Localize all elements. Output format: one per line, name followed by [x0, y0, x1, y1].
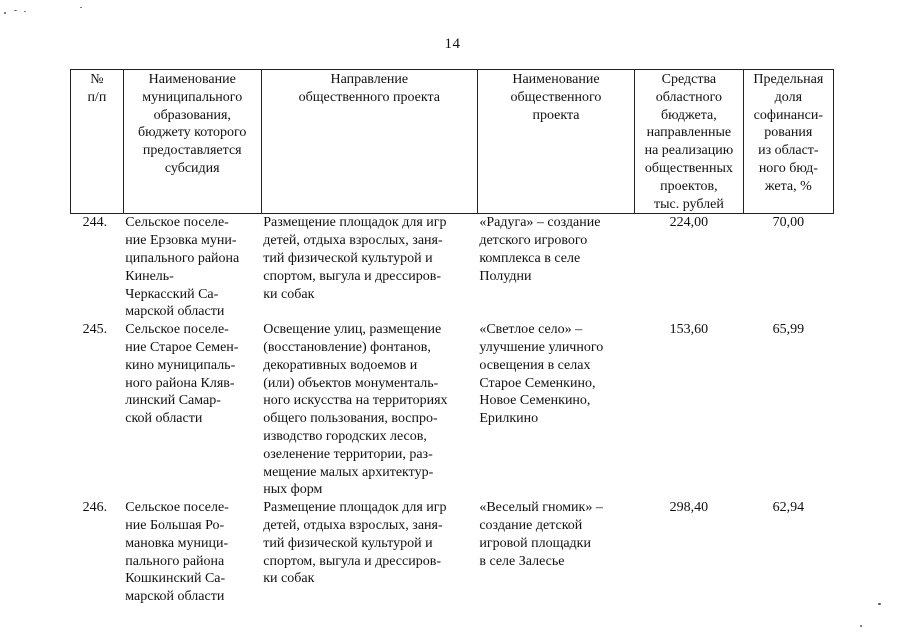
row-funds: 298,40	[669, 500, 709, 516]
scan-speck	[24, 11, 26, 12]
header-funds: Средства областного бюджета, направленные на реализацию общественных проектов, тыс. рублей	[635, 70, 744, 214]
row-project: «Веселый гномик» – создание детской игровой площадки в селе Залесье	[479, 500, 603, 569]
table-row	[71, 499, 834, 606]
table-row	[71, 321, 834, 499]
row-project: «Радуга» – создание детского игрового комплекса в селе Полудни	[479, 215, 601, 284]
row-municipality: Сельское поселе- ние Большая Ро- мановка муници- пального района Кошкинский Са- марской области	[125, 500, 229, 605]
row-direction: Размещение площадок для игр детей, отдыха взрослых, заня- тий физической культурой и спортом, выгула и дрессиров- ки собак	[263, 500, 447, 587]
scan-speck	[14, 10, 17, 11]
header-project-name: Наименование общественного проекта	[477, 70, 634, 214]
subsidy-table	[70, 69, 834, 606]
header-number: № п/п	[71, 70, 124, 214]
row-number: 245.	[82, 322, 108, 338]
row-share: 62,94	[772, 500, 805, 516]
row-project: «Светлое село» – улучшение уличного освещения в селах Старое Семенкино, Новое Семенкино, Ерилкино	[479, 322, 604, 427]
row-municipality: Сельское поселе- ние Старое Семен- кино муниципаль- ного района Кляв- линский Самар- ской области	[125, 322, 239, 427]
header-share: Предельная доля софинанси- рования из област- ного бюд- жета, %	[743, 70, 833, 214]
header-municipality: Наименование муниципального образования, бюджету которого предоставляется субсидия	[123, 70, 261, 214]
row-funds: 224,00	[669, 215, 709, 231]
table-row	[71, 214, 834, 321]
table-header-row	[71, 70, 834, 214]
scan-speck	[4, 12, 6, 14]
row-number: 244.	[82, 215, 108, 231]
scan-speck	[878, 603, 881, 605]
row-funds: 153,60	[669, 322, 709, 338]
row-share: 70,00	[772, 215, 805, 231]
header-direction: Направление общественного проекта	[261, 70, 477, 214]
row-municipality: Сельское поселе- ние Ерзовка муни- ципального района Кинель- Черкасский Са- марской области	[125, 215, 240, 320]
scan-speck	[860, 625, 862, 627]
scan-speck	[80, 7, 82, 8]
page-number: 14	[444, 36, 461, 52]
row-number: 246.	[82, 500, 108, 516]
row-direction: Размещение площадок для игр детей, отдыха взрослых, заня- тий физической культурой и спортом, выгула и дрессиров- ки собак	[263, 215, 447, 302]
row-direction: Освещение улиц, размещение (восстановление) фонтанов, декоративных водоемов и (или) объектов монументаль- ного искусства на территориях общего пользования, воспро- изводство городских лесов, озеленение территории, раз- мещение малых архитектур- ных форм	[263, 322, 448, 498]
row-share: 65,99	[772, 322, 805, 338]
